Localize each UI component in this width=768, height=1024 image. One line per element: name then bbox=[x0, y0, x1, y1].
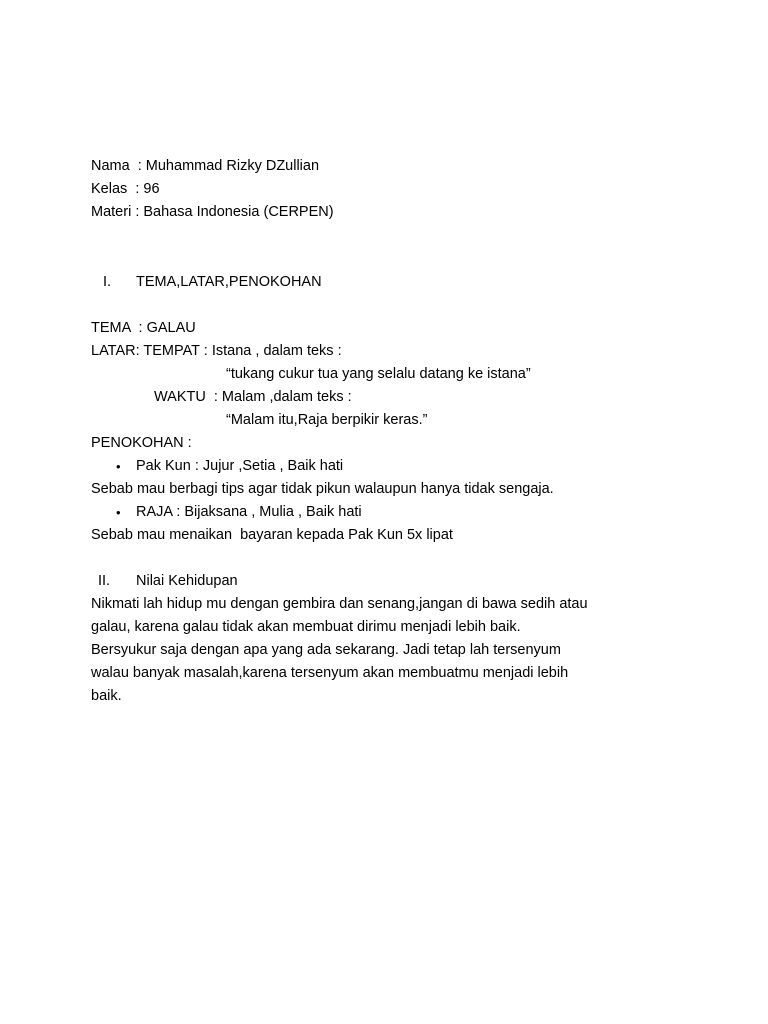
character-raja-reason: Sebab mau menaikan bayaran kepada Pak Kun 5x lipat bbox=[91, 527, 453, 543]
life-value-line: baik. bbox=[91, 688, 122, 704]
setting-place-line: LATAR: TEMPAT : Istana , dalam teks : bbox=[91, 343, 342, 359]
characterization-label: PENOKOHAN : bbox=[91, 435, 192, 451]
life-value-line: galau, karena galau tidak akan membuat dirimu menjadi lebih baik. bbox=[91, 619, 521, 635]
character-pak-kun: Pak Kun : Jujur ,Setia , Baik hati bbox=[136, 458, 344, 474]
section-1-title: TEMA,LATAR,PENOKOHAN bbox=[136, 274, 322, 290]
life-value-line: walau banyak masalah,karena tersenyum akan membuatmu menjadi lebih bbox=[91, 665, 569, 681]
bullet-icon: • bbox=[116, 505, 121, 520]
section-1-number: I. bbox=[103, 274, 112, 290]
name-line: Nama : Muhammad Rizky DZullian bbox=[91, 158, 320, 174]
character-pak-kun-reason: Sebab mau berbagi tips agar tidak pikun walaupun hanya tidak sengaja. bbox=[91, 481, 554, 497]
setting-time-quote: “Malam itu,Raja berpikir keras.” bbox=[226, 412, 428, 428]
theme-line: TEMA : GALAU bbox=[91, 320, 196, 336]
bullet-icon: • bbox=[116, 459, 121, 474]
section-2-number: II. bbox=[98, 573, 111, 589]
life-value-line: Nikmati lah hidup mu dengan gembira dan senang,jangan di bawa sedih atau bbox=[91, 596, 588, 612]
life-value-line: Bersyukur saja dengan apa yang ada sekarang. Jadi tetap lah tersenyum bbox=[91, 642, 561, 658]
class-line: Kelas : 96 bbox=[91, 181, 160, 197]
section-2-title: Nilai Kehidupan bbox=[136, 573, 238, 589]
setting-place-quote: “tukang cukur tua yang selalu datang ke istana” bbox=[226, 366, 531, 382]
subject-line: Materi : Bahasa Indonesia (CERPEN) bbox=[91, 204, 334, 220]
character-raja: RAJA : Bijaksana , Mulia , Baik hati bbox=[136, 504, 362, 520]
setting-time-line: WAKTU : Malam ,dalam teks : bbox=[154, 389, 352, 405]
